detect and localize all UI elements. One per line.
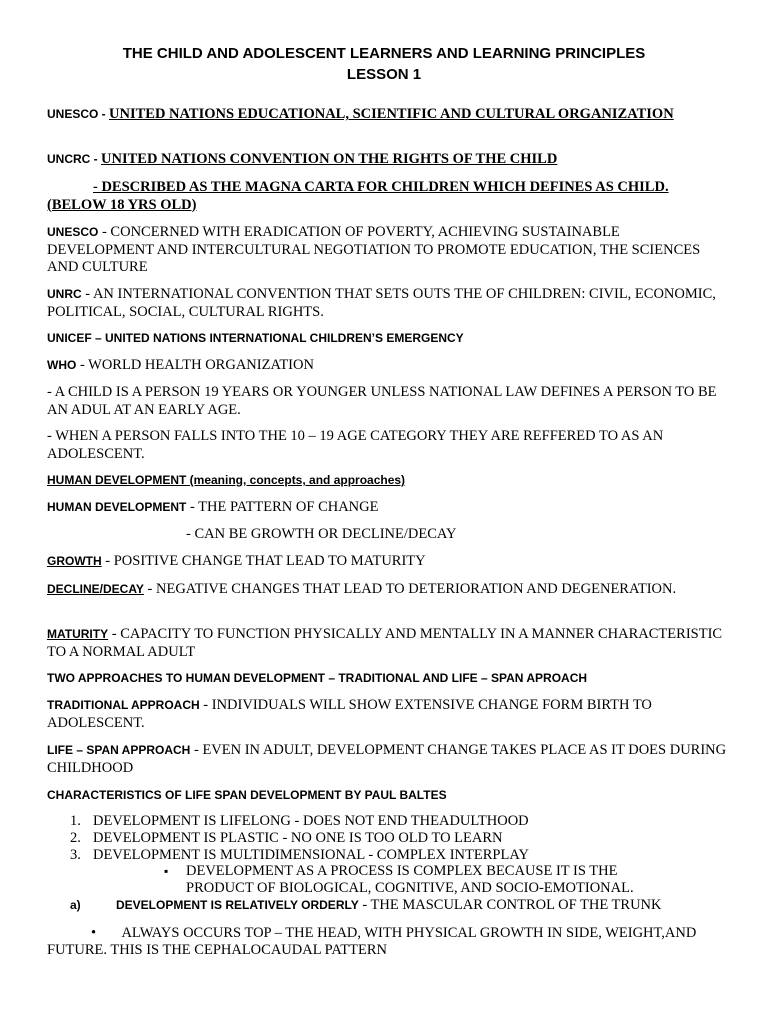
lesson-label: LESSON 1	[346, 66, 422, 83]
two-approaches-heading: TWO APPROACHES TO HUMAN DEVELOPMENT – TRADITIONAL AND LIFE – SPAN APROACH	[47, 671, 588, 685]
unicef-line: UNICEF – UNITED NATIONS INTERNATIONAL CHILDREN’S EMERGENCY	[47, 331, 464, 345]
lifespan-approach-line: LIFE – SPAN APPROACH - EVEN IN ADULT, DEVELOPMENT CHANGE TAKES PLACE AS IT DOES DURING CHILDHOOD	[47, 742, 727, 776]
bullet-item: • ALWAYS OCCURS TOP – THE HEAD, WITH PHYSICAL GROWTH IN SIDE, WEIGHT,AND FUTURE. THIS IS THE CEPHALOCAUDAL PATTERN	[47, 925, 697, 958]
unrc-description: UNRC - AN INTERNATIONAL CONVENTION THAT SETS OUTS THE OF CHILDREN: CIVIL, ECONOMIC, POLITICAL, SOCIAL, CULTURAL RIGHTS.	[47, 286, 716, 320]
child-definition: - A CHILD IS A PERSON 19 YEARS OR YOUNGER UNLESS NATIONAL LAW DEFINES A PERSON TO BE AN ADUL AT AN EARLY AGE.	[47, 384, 717, 418]
decline-line: DECLINE/DECAY - NEGATIVE CHANGES THAT LEAD TO DETERIORATION AND DEGENERATION.	[47, 581, 677, 597]
traditional-approach-line: TRADITIONAL APPROACH - INDIVIDUALS WILL SHOW EXTENSIVE CHANGE FORM BIRTH TO ADOLESCENT.	[47, 697, 652, 731]
who-line: WHO - WORLD HEALTH ORGANIZATION	[47, 357, 314, 373]
bullet-icon: •	[91, 925, 97, 941]
adolescent-definition: - WHEN A PERSON FALLS INTO THE 10 – 19 AGE CATEGORY THEY ARE REFFERED TO AS AN ADOLESCENT.	[47, 428, 664, 462]
list-item: 1. DEVELOPMENT IS LIFELONG - DOES NOT END THEADULTHOOD	[70, 813, 529, 829]
characteristics-heading: CHARACTERISTICS OF LIFE SPAN DEVELOPMENT BY PAUL BALTES	[47, 788, 447, 802]
unesco-description: UNESCO - CONCERNED WITH ERADICATION OF POVERTY, ACHIEVING SUSTAINABLE DEVELOPMENT AND INTERCULTURAL NEGOTIATION TO PROMOTE EDUCATION, THE SCIENCES AND CULTURE	[47, 224, 701, 275]
square-bullet-icon: ▪	[164, 864, 169, 878]
unesco-fullname: UNITED NATIONS EDUCATIONAL, SCIENTIFIC AND CULTURAL ORGANIZATION	[109, 106, 674, 122]
uncrc-fullname: UNITED NATIONS CONVENTION ON THE RIGHTS OF THE CHILD	[101, 151, 558, 167]
uncrc-line: UNCRC - UNITED NATIONS CONVENTION ON THE RIGHTS OF THE CHILD	[47, 151, 558, 167]
growth-line: GROWTH - POSITIVE CHANGE THAT LEAD TO MATURITY	[47, 553, 426, 569]
uncrc-label: UNCRC	[47, 152, 91, 166]
unesco-label: UNESCO	[47, 107, 99, 121]
human-development-line: HUMAN DEVELOPMENT - THE PATTERN OF CHANGE	[47, 499, 379, 515]
human-development-heading: HUMAN DEVELOPMENT (meaning, concepts, and approaches)	[47, 473, 406, 487]
unesco-acronym-line: UNESCO - UNITED NATIONS EDUCATIONAL, SCIENTIFIC AND CULTURAL ORGANIZATION	[47, 106, 674, 122]
magna-carta-line: - DESCRIBED AS THE MAGNA CARTA FOR CHILDREN WHICH DEFINES AS CHILD. (BELOW 18 YRS OLD)	[47, 179, 669, 213]
sub-bullet-item: ▪ DEVELOPMENT AS A PROCESS IS COMPLEX BECAUSE IT IS THE PRODUCT OF BIOLOGICAL, COGNITIVE, AND SOCIO-EMOTIONAL.	[164, 863, 634, 896]
human-development-subline: - CAN BE GROWTH OR DECLINE/DECAY	[186, 526, 457, 542]
list-item: 2. DEVELOPMENT IS PLASTIC - NO ONE IS TOO OLD TO LEARN	[70, 830, 503, 846]
maturity-line: MATURITY - CAPACITY TO FUNCTION PHYSICALLY AND MENTALLY IN A MANNER CHARACTERISTIC TO A NORMAL ADULT	[47, 626, 723, 660]
document-title: THE CHILD AND ADOLESCENT LEARNERS AND LEARNING PRINCIPLES	[122, 45, 646, 62]
item-a: a) DEVELOPMENT IS RELATIVELY ORDERLY - THE MASCULAR CONTROL OF THE TRUNK	[70, 897, 662, 913]
list-item: 3. DEVELOPMENT IS MULTIDIMENSIONAL - COMPLEX INTERPLAY	[70, 847, 529, 863]
